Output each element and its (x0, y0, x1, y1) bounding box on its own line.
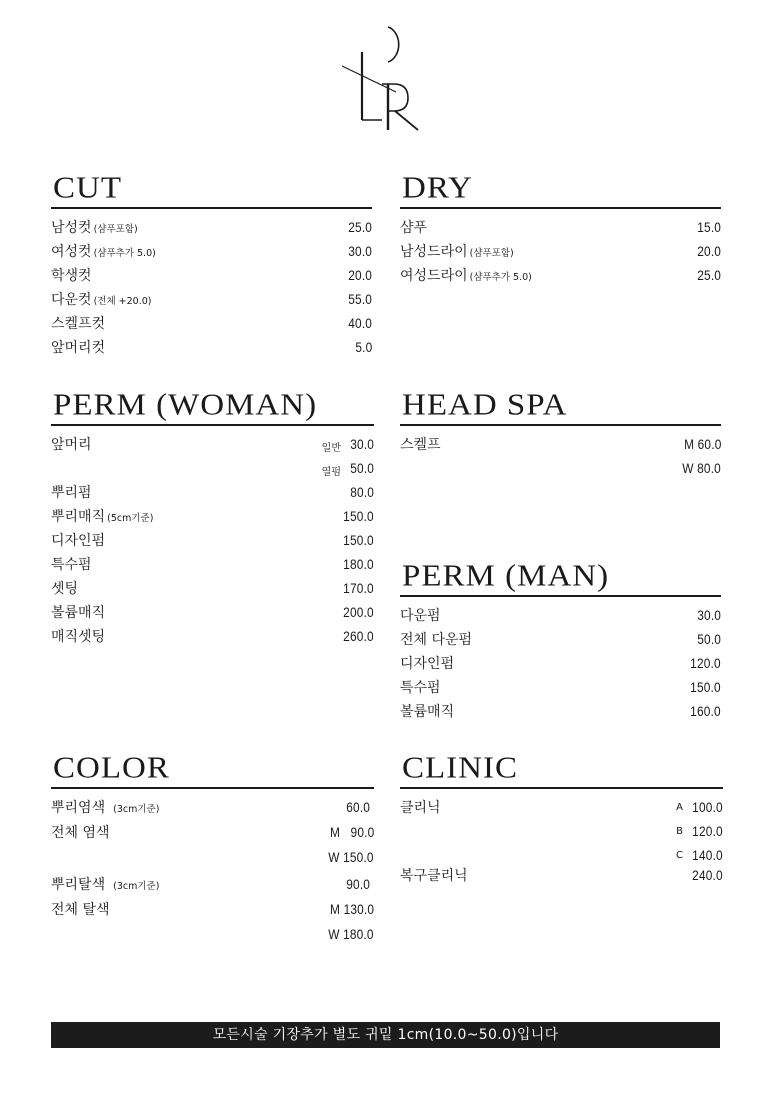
section-divider (51, 787, 374, 789)
item-price: 150.0 (343, 533, 374, 548)
item-note: (3cm기준) (113, 881, 160, 892)
menu-item (400, 863, 723, 887)
item-name: 스켈프 (400, 437, 441, 453)
item-price: W 150.0 (328, 850, 374, 865)
section-divider (400, 595, 721, 597)
item-name: 다운펌 (400, 608, 441, 624)
section-title: DRY (402, 171, 473, 205)
menu-item (51, 872, 374, 897)
menu-item (400, 795, 723, 819)
section-divider (400, 207, 721, 209)
item-price: 120.0 (690, 656, 721, 671)
item-price: 120.0 (692, 824, 723, 839)
item-price: 80.0 (350, 485, 374, 500)
item-price: 90.0 (346, 877, 370, 892)
menu-item (51, 795, 374, 820)
menu-item (400, 603, 721, 627)
menu-item (400, 432, 721, 456)
item-price: 55.0 (348, 292, 372, 307)
item-name: 디자인펌 (51, 533, 106, 549)
item-price: 20.0 (348, 268, 372, 283)
item-name: 여성드라이 (400, 268, 468, 284)
item-name: 남성컷 (51, 220, 92, 236)
item-price: 160.0 (690, 704, 721, 719)
menu-item-option (400, 819, 723, 843)
item-price: W 180.0 (328, 927, 374, 942)
section-divider (51, 207, 372, 209)
item-name: 스켈프컷 (51, 316, 106, 332)
clinic-section (400, 750, 723, 887)
footer-notice: 모든시술 기장추가 별도 귀밑 1cm(10.0~50.0)입니다 (51, 1022, 720, 1048)
menu-item (51, 820, 374, 845)
section-title: CUT (53, 171, 122, 205)
item-name: 뿌리탈색 (51, 877, 106, 893)
item-note: (5cm기준) (107, 513, 154, 524)
tier-label: A (676, 802, 683, 813)
item-note: (샴푸포함) (93, 224, 138, 235)
price-option-label: 열펌 (321, 467, 341, 478)
item-price: 50.0 (697, 632, 721, 647)
head-spa-section (400, 387, 721, 480)
menu-item (400, 239, 721, 263)
item-price: M 90.0 (329, 825, 374, 840)
item-name: 뿌리염색 (51, 800, 106, 816)
item-price: 30.0 (697, 608, 721, 623)
menu-item-option (51, 922, 374, 947)
item-name: 남성드라이 (400, 244, 468, 260)
menu-item (51, 239, 372, 263)
item-note: (샴푸추가 5.0) (93, 248, 156, 259)
item-name: 클리닉 (400, 800, 441, 816)
perm-man-section (400, 558, 721, 723)
item-name: 앞머리컷 (51, 340, 106, 356)
color-section (51, 750, 374, 947)
item-name: 전체 염색 (51, 825, 110, 841)
item-name: 특수펌 (400, 680, 441, 696)
item-price: 20.0 (697, 244, 721, 259)
tier-label: C (676, 850, 683, 861)
item-price: 260.0 (343, 629, 374, 644)
section-title: PERM (WOMAN) (53, 388, 318, 422)
section-divider (400, 424, 721, 426)
item-price: M 60.0 (683, 437, 721, 452)
menu-item (51, 624, 374, 648)
item-note: (샴푸추가 5.0) (469, 272, 532, 283)
section-title: CLINIC (402, 751, 518, 785)
item-name: 여성컷 (51, 244, 92, 260)
menu-item (51, 504, 374, 528)
section-title: HEAD SPA (402, 388, 568, 422)
item-name: 셋팅 (51, 581, 79, 597)
menu-item (51, 215, 372, 239)
menu-item (400, 699, 721, 723)
menu-item (51, 335, 372, 359)
price-option-label: 일반 (321, 443, 341, 454)
item-name: 매직셋팅 (51, 629, 106, 645)
menu-item (400, 263, 721, 287)
item-price: M 130.0 (329, 902, 374, 917)
item-name: 뿌리펌 (51, 485, 92, 501)
item-price: 5.0 (354, 340, 372, 355)
item-name: 다운컷 (51, 292, 92, 308)
menu-item-option (51, 456, 374, 480)
item-note: (전체 +20.0) (93, 296, 152, 307)
item-price: 30.0 (348, 244, 372, 259)
item-price: 240.0 (692, 868, 723, 883)
item-price: 25.0 (697, 268, 721, 283)
item-price: 180.0 (343, 557, 374, 572)
item-price: 170.0 (343, 581, 374, 596)
item-name: 앞머리 (51, 437, 92, 453)
item-note: (샴푸포함) (469, 248, 514, 259)
section-title: COLOR (53, 751, 170, 785)
menu-item (51, 480, 374, 504)
item-price: 150.0 (690, 680, 721, 695)
menu-item (400, 651, 721, 675)
item-price: 200.0 (343, 605, 374, 620)
menu-item (51, 287, 372, 311)
item-name: 전체 다운펌 (400, 632, 473, 648)
menu-item-option (51, 845, 374, 872)
menu-item (51, 432, 374, 456)
item-name: 디자인펌 (400, 656, 455, 672)
item-price: 25.0 (348, 220, 372, 235)
cut-section (51, 170, 372, 359)
menu-item (51, 552, 374, 576)
menu-item (51, 600, 374, 624)
item-name: 복구클리닉 (400, 868, 468, 884)
item-price: 150.0 (343, 509, 374, 524)
menu-item (51, 263, 372, 287)
section-title: PERM (MAN) (402, 559, 610, 593)
menu-item (51, 528, 374, 552)
menu-item-option (400, 456, 721, 480)
section-divider (400, 787, 723, 789)
menu-item (400, 675, 721, 699)
item-note: (3cm기준) (113, 804, 160, 815)
menu-item (400, 627, 721, 651)
menu-item (51, 311, 372, 335)
item-price: 140.0 (692, 848, 723, 863)
menu-item (51, 897, 374, 922)
item-price: 50.0 (350, 461, 374, 476)
menu-item (51, 576, 374, 600)
perm-woman-section (51, 387, 374, 648)
item-price: 40.0 (348, 316, 372, 331)
menu-item (400, 215, 721, 239)
item-name: 학생컷 (51, 268, 92, 284)
dry-section (400, 170, 721, 287)
item-price: W 80.0 (682, 461, 721, 476)
item-name: 볼륨매직 (51, 605, 106, 621)
item-name: 특수펌 (51, 557, 92, 573)
item-name: 샴푸 (400, 220, 428, 236)
tier-label: B (676, 826, 683, 837)
item-price: 15.0 (697, 220, 721, 235)
item-name: 뿌리매직 (51, 509, 106, 525)
section-divider (51, 424, 374, 426)
item-price: 30.0 (350, 437, 374, 452)
item-name: 전체 탈색 (51, 902, 110, 918)
brand-logo (336, 22, 426, 137)
item-price: 100.0 (692, 800, 723, 815)
item-name: 볼륨매직 (400, 704, 455, 720)
item-price: 60.0 (346, 800, 370, 815)
